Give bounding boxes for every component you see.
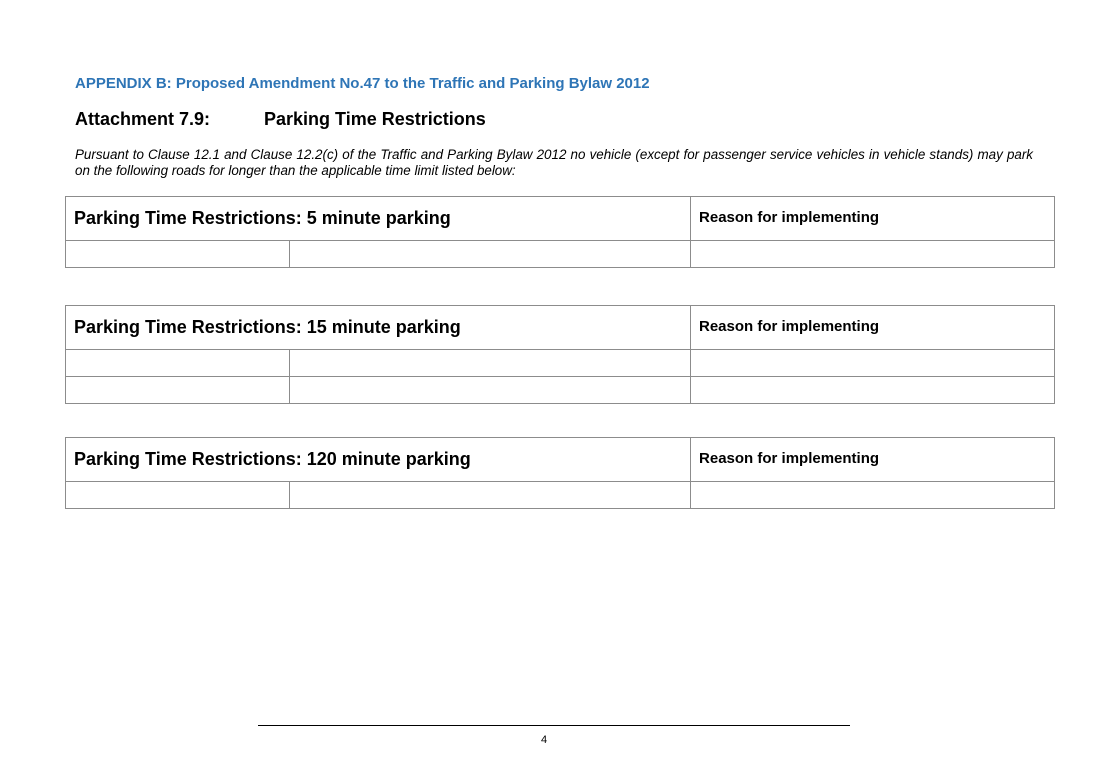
table-title: Parking Time Restrictions: 5 minute parking [66, 197, 691, 241]
table-cell [66, 241, 290, 268]
table-cell [66, 482, 290, 509]
table-header-row [66, 438, 1055, 482]
table-title: Parking Time Restrictions: 15 minute parking [66, 306, 691, 350]
table-cell [691, 377, 1055, 404]
table-row [66, 482, 1055, 509]
table-title: Parking Time Restrictions: 120 minute parking [66, 438, 691, 482]
reason-header: Reason for implementing [691, 197, 1055, 241]
footer-divider [258, 725, 850, 726]
attachment-title: Parking Time Restrictions [264, 109, 486, 129]
table-cell [290, 377, 691, 404]
table-cell [691, 350, 1055, 377]
reason-header: Reason for implementing [691, 306, 1055, 350]
table-cell [66, 377, 290, 404]
table-cell [691, 241, 1055, 268]
table-cell [691, 482, 1055, 509]
page-number: 4 [540, 734, 548, 746]
reason-header: Reason for implementing [691, 438, 1055, 482]
restriction-table-120-minute [65, 437, 1055, 509]
table-header-row [66, 306, 1055, 350]
restriction-table-15-minute [65, 305, 1055, 404]
table-row [66, 377, 1055, 404]
attachment-heading [75, 109, 486, 130]
table-cell [290, 241, 691, 268]
table-row [66, 350, 1055, 377]
table-cell [66, 350, 290, 377]
restriction-table-5-minute [65, 196, 1055, 268]
table-row [66, 241, 1055, 268]
appendix-title: APPENDIX B: Proposed Amendment No.47 to the Traffic and Parking Bylaw 2012 [75, 75, 650, 92]
intro-paragraph: Pursuant to Clause 12.1 and Clause 12.2(c) of the Traffic and Parking Bylaw 2012 no vehicle (except for passenger service vehicles in vehicle stands) may park on the following roads for longer than the applicable time limit listed below: [75, 147, 1033, 178]
table-cell [290, 482, 691, 509]
table-header-row [66, 197, 1055, 241]
table-cell [290, 350, 691, 377]
attachment-number: Attachment 7.9: [75, 109, 211, 129]
